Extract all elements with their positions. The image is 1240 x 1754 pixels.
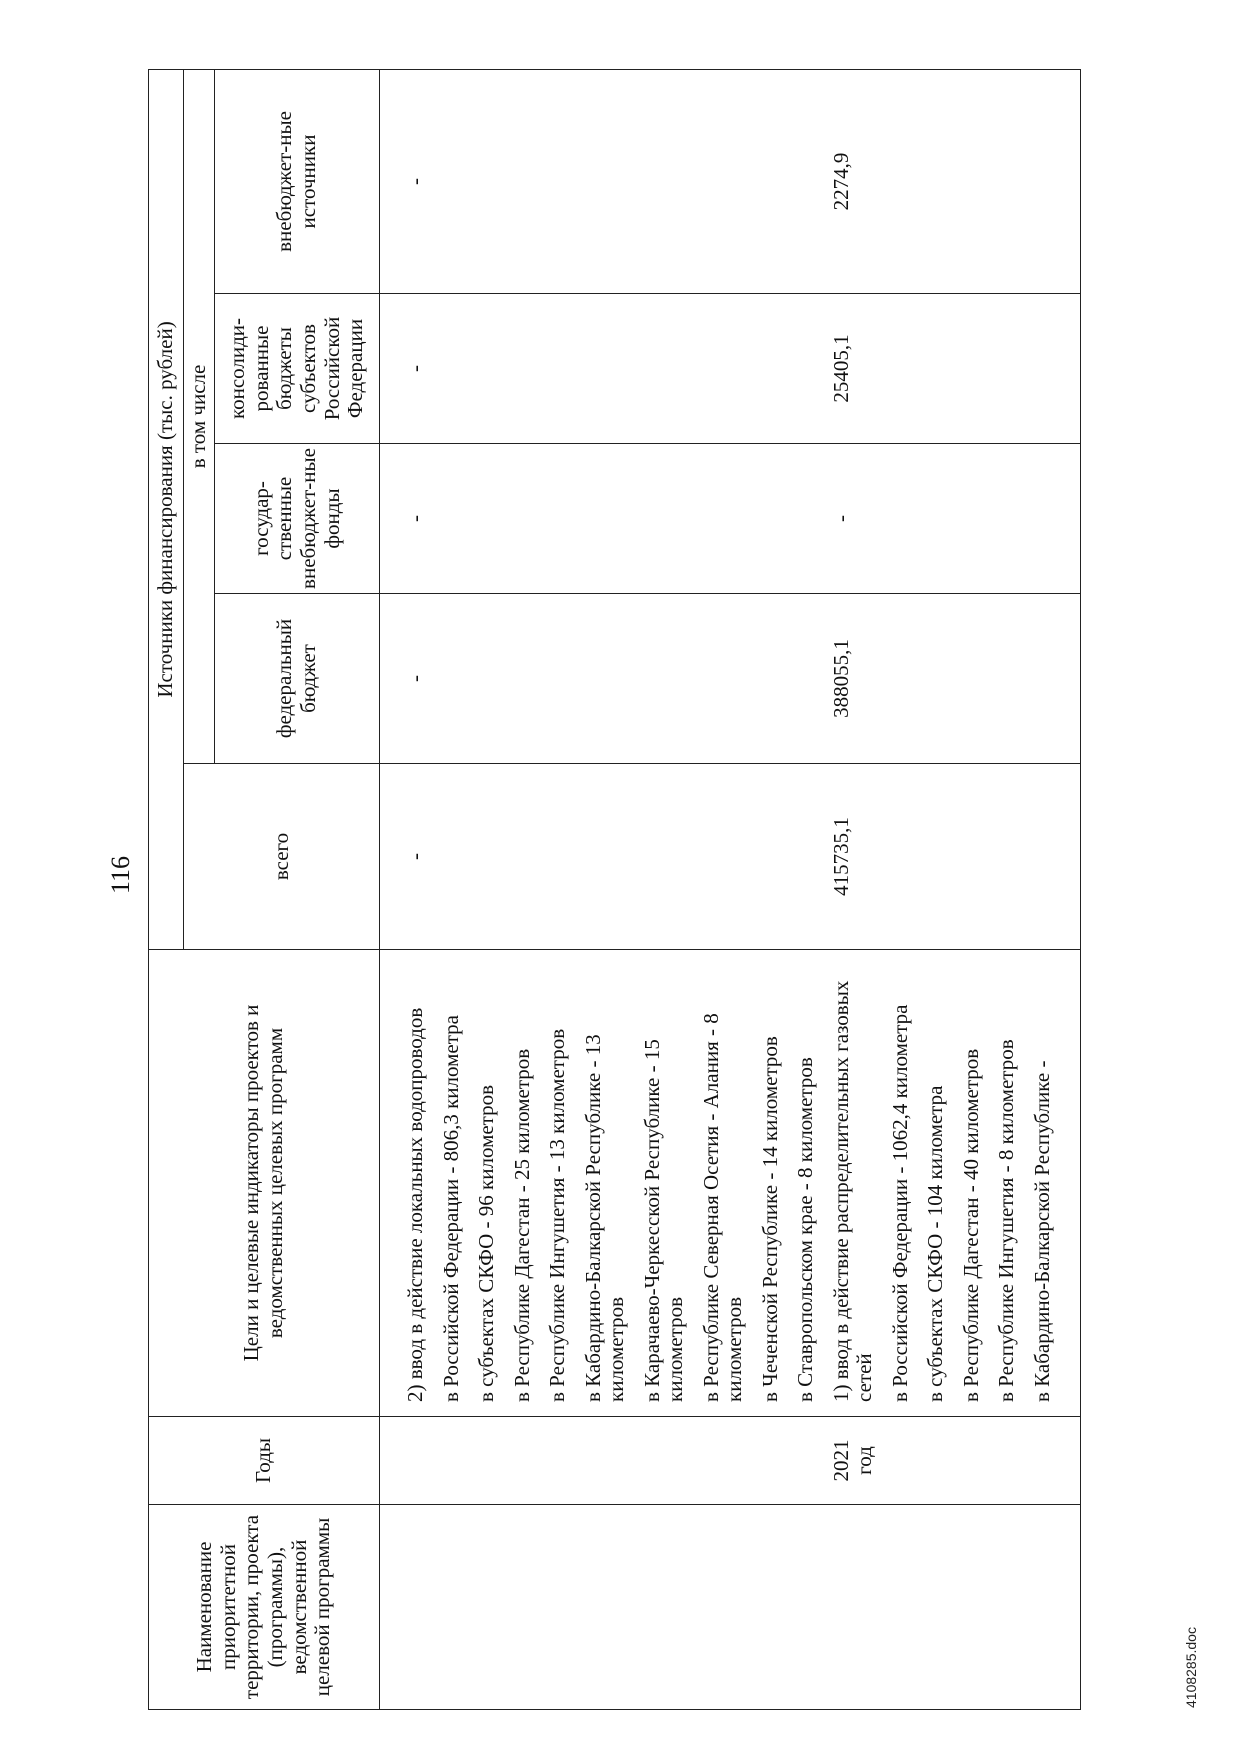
- goal-line: в Республике Дагестан - 25 километров: [509, 1048, 534, 1402]
- regional-value: -: [380, 294, 830, 444]
- year-cell: 2021 год: [830, 1417, 1081, 1505]
- goal-line: в Карачаево-Черкесской Республике - 15 километров: [639, 1039, 688, 1402]
- goal-line: в Республике Ингушетия - 13 километров: [545, 1028, 570, 1402]
- header-extrabudget-column: внебюджет-ные источники: [215, 69, 380, 293]
- goals-cell: [380, 950, 830, 1417]
- goal-line: в субъектах СКФО - 96 километров: [474, 1084, 499, 1402]
- document-code: 4108285.doc: [1183, 1627, 1199, 1708]
- state-funds-value: -: [830, 444, 1081, 594]
- total-value: -: [380, 764, 830, 950]
- goal-line: 1) ввод в действие распределительных газовых сетей: [828, 980, 877, 1402]
- table-header: [149, 69, 380, 1709]
- name-cell: [380, 1505, 830, 1710]
- federal-value: 388055,1: [830, 594, 1081, 764]
- goals-cell: [830, 950, 1081, 1417]
- goal-line: в Республике Ингушетия - 8 километров: [994, 1039, 1019, 1402]
- extrabudget-value: 2274,9: [830, 69, 1081, 293]
- page-number: 116: [106, 855, 135, 895]
- total-value: 415735,1: [830, 764, 1081, 950]
- regional-value: 25405,1: [830, 294, 1081, 444]
- table-row: [380, 69, 830, 1709]
- goal-line: в Чеченской Республике - 14 километров: [757, 1036, 782, 1402]
- header-federal-column: федеральный бюджет: [215, 594, 380, 764]
- table-row: [830, 69, 1081, 1709]
- goal-line: в Кабардино-Балкарской Республике -: [1029, 1060, 1054, 1402]
- header-state-funds-column: государ-ственные внебюджет-ные фонды: [215, 444, 380, 594]
- header-total-column: всего: [184, 764, 380, 950]
- header-years-column: Годы: [149, 1417, 380, 1505]
- rotated-page: [28, 30, 1208, 1720]
- name-cell: [830, 1505, 1081, 1710]
- funding-table: [148, 69, 1081, 1710]
- goal-line: в Кабардино-Балкарской Республике - 13 километров: [580, 1034, 629, 1402]
- goal-line: 2) ввод в действие локальных водопроводов: [403, 1007, 427, 1402]
- goal-line: в субъектах СКФО - 104 километра: [923, 1085, 948, 1402]
- header-funding-group: Источники финансирования (тыс. рублей): [149, 69, 184, 949]
- header-goals-column: Цели и целевые индикаторы проектов и ведомственных целевых программ: [149, 950, 380, 1417]
- header-name-column: Наименование приоритетной территории, проекта (программы), ведомственной целевой программы: [149, 1505, 380, 1710]
- header-regional-column: консолиди-рованные бюджеты субъектов Российской Федерации: [215, 294, 380, 444]
- extrabudget-value: -: [380, 69, 830, 293]
- goal-line: в Российской Федерации - 806,3 километра: [438, 1015, 463, 1402]
- state-funds-value: -: [380, 444, 830, 594]
- header-including: в том числе: [184, 69, 215, 763]
- goal-line: в Республике Северная Осетия - Алания - 8 километров: [698, 1013, 747, 1402]
- goal-line: в Российской Федерации - 1062,4 километра: [887, 1004, 912, 1402]
- goal-line: в Ставропольском крае - 8 километров: [793, 1057, 818, 1402]
- year-cell: [380, 1417, 830, 1505]
- goal-line: в Республике Дагестан - 40 километров: [958, 1048, 983, 1402]
- federal-value: -: [380, 594, 830, 764]
